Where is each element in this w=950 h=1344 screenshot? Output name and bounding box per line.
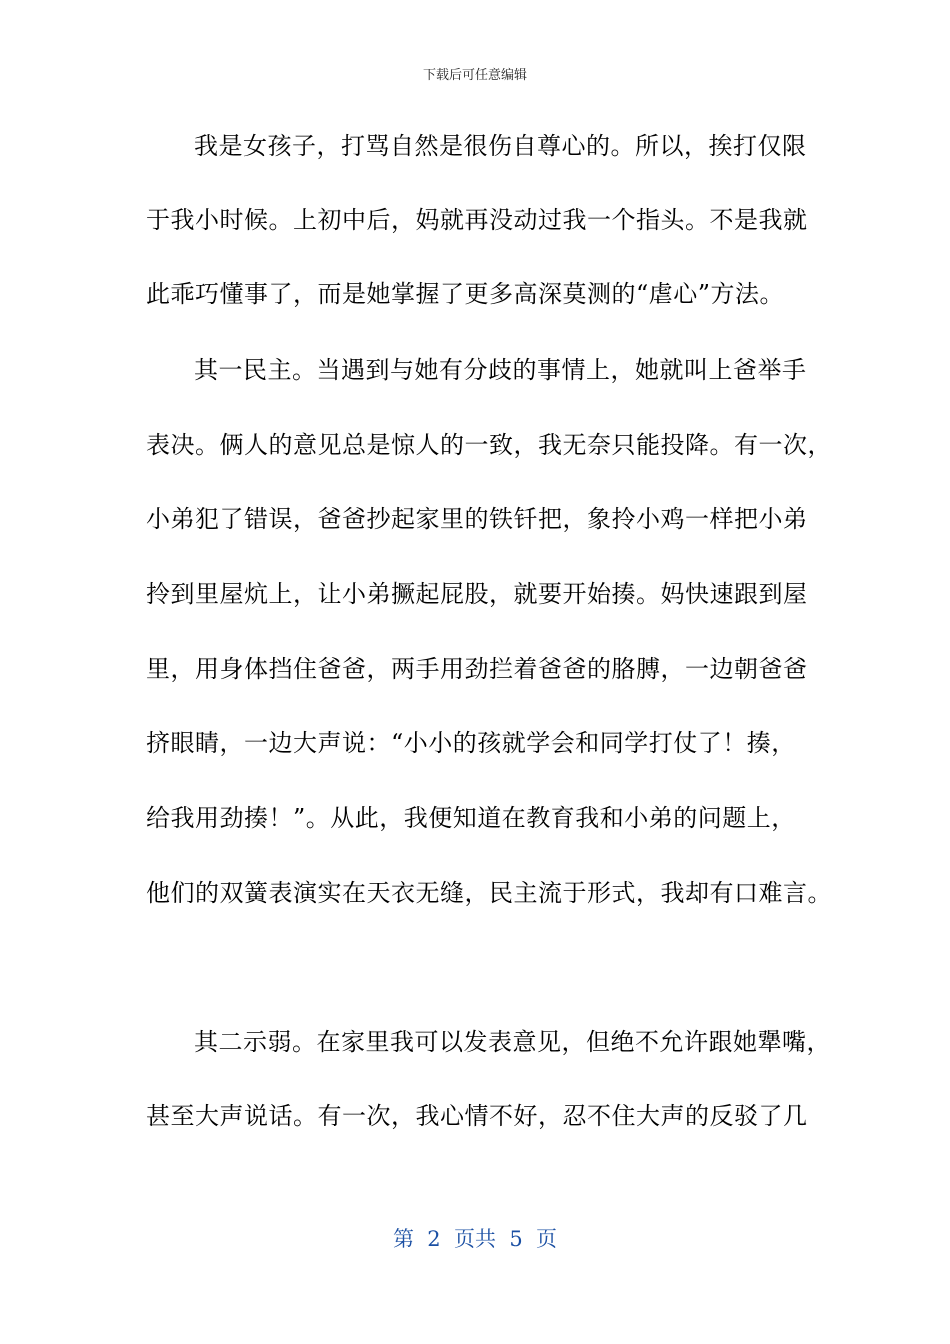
paragraph-2-line-7: 给我用劲揍！”。从此，我便知道在教育我和小弟的问题上，: [146, 804, 796, 832]
paragraph-1-line-3: 此乖巧懂事了，而是她掌握了更多高深莫测的“虐心”方法。: [146, 280, 785, 308]
paragraph-2-line-6: 挤眼睛，一边大声说：“小小的孩就学会和同学打仗了！揍，: [146, 729, 796, 757]
paragraph-2-line-3: 小弟犯了错误，爸爸抄起家里的铁钎把，象拎小鸡一样把小弟: [146, 505, 808, 533]
paragraph-2-line-8: 他们的双簧表演实在天衣无缝，民主流于形式，我却有口难言。: [146, 879, 832, 907]
paragraph-2-line-2: 表决。俩人的意见总是惊人的一致，我无奈只能投降。有一次，: [146, 431, 832, 459]
paragraph-3-line-1: 其二示弱。在家里我可以发表意见，但绝不允许跟她犟嘴，: [194, 1028, 831, 1056]
paragraph-2-line-4: 拎到里屋炕上，让小弟撅起屁股，就要开始揍。妈快速跟到屋: [146, 580, 808, 608]
paragraph-1-line-2: 于我小时候。上初中后，妈就再没动过我一个指头。不是我就: [146, 206, 808, 234]
page-number-footer: 第 2 页共 5 页: [392, 1227, 558, 1251]
paragraph-3-line-2: 甚至大声说话。有一次，我心情不好，忍不住大声的反驳了几: [146, 1102, 808, 1130]
paragraph-2-line-1: 其一民主。当遇到与她有分歧的事情上，她就叫上爸举手: [194, 356, 807, 384]
paragraph-1-line-1: 我是女孩子，打骂自然是很伤自尊心的。所以，挨打仅限: [194, 132, 807, 160]
paragraph-2-line-5: 里，用身体挡住爸爸，两手用劲拦着爸爸的胳膊，一边朝爸爸: [146, 655, 808, 683]
page-header-note: 下载后可任意编辑: [422, 68, 527, 83]
